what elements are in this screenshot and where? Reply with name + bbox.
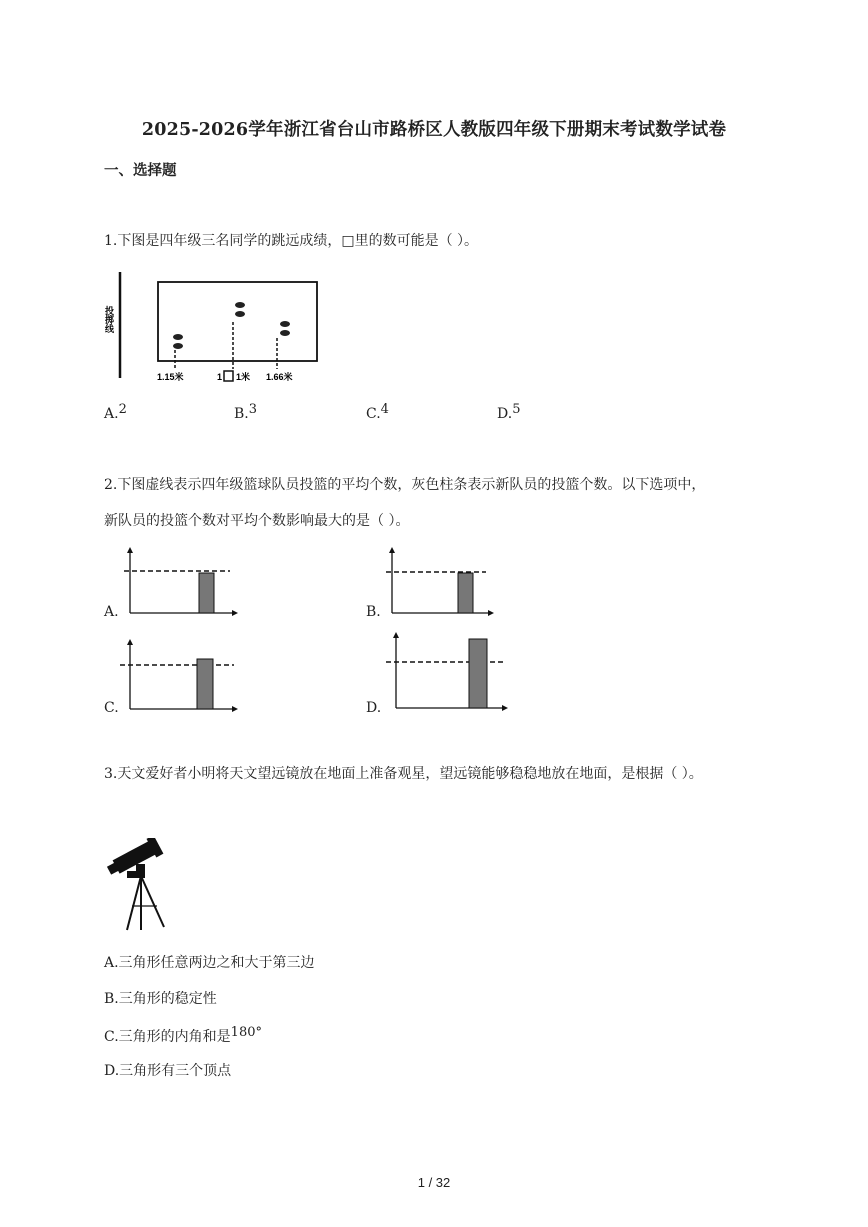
- section-heading: 一、选择题: [104, 162, 177, 179]
- blank-box: [224, 371, 233, 381]
- document-title: 2025-2026学年浙江省台山市路桥区人教版四年级下册期末考试数学试卷: [141, 120, 727, 140]
- throw-line-label: 投掷线: [104, 306, 114, 333]
- mark-1-label: 1.15米: [157, 372, 184, 382]
- q2-chart-d: [380, 630, 515, 714]
- telescope-icon: [100, 838, 172, 934]
- question-3-text: 3.天文爱好者小明将天文望远镜放在地面上准备观星，望远镜能够稳稳地放在地面，是根据（ ）。: [104, 766, 703, 782]
- q2-chart-b: [380, 545, 505, 617]
- footprint-icon: [173, 302, 290, 349]
- q2-option-c[interactable]: C.: [104, 700, 119, 716]
- q3-option-b[interactable]: B.三角形的稳定性: [104, 991, 217, 1007]
- page-number: 1 / 32: [417, 1175, 451, 1190]
- q2-option-a[interactable]: A.: [104, 604, 119, 620]
- mark-2-label: 1米: [236, 372, 251, 382]
- q2-option-d[interactable]: D.: [366, 700, 382, 716]
- long-jump-figure: [100, 268, 330, 386]
- q1-option-b[interactable]: B.$^3$: [234, 402, 258, 422]
- mark-3-label: 1.66米: [266, 372, 293, 382]
- q2-chart-a: [118, 545, 243, 617]
- q3-option-a[interactable]: A.三角形任意两边之和大于第三边: [104, 955, 315, 971]
- q2-option-b[interactable]: B.: [366, 604, 381, 620]
- q2-chart-c: [118, 637, 243, 713]
- question-2-line-1: 2.下图虚线表示四年级篮球队员投篮的平均个数，灰色柱条表示新队员的投篮个数。以下选项中，: [104, 477, 706, 493]
- question-1-text: 1.下图是四年级三名同学的跳远成绩，□里的数可能是（ ）。: [104, 233, 479, 249]
- question-2-line-2: 新队员的投篮个数对平均个数影响最大的是（ ）。: [104, 513, 410, 529]
- q3-option-d[interactable]: D.三角形有三个顶点: [104, 1063, 232, 1079]
- q1-option-c[interactable]: C.$^4$: [366, 402, 389, 422]
- q3-option-c[interactable]: C.三角形的内角和是$^{180^\circ}$: [104, 1025, 262, 1045]
- q1-option-d[interactable]: D.$^5$: [497, 402, 521, 422]
- mark-2-prefix: 1: [217, 372, 223, 382]
- q1-option-a[interactable]: A.$^2$: [104, 402, 127, 422]
